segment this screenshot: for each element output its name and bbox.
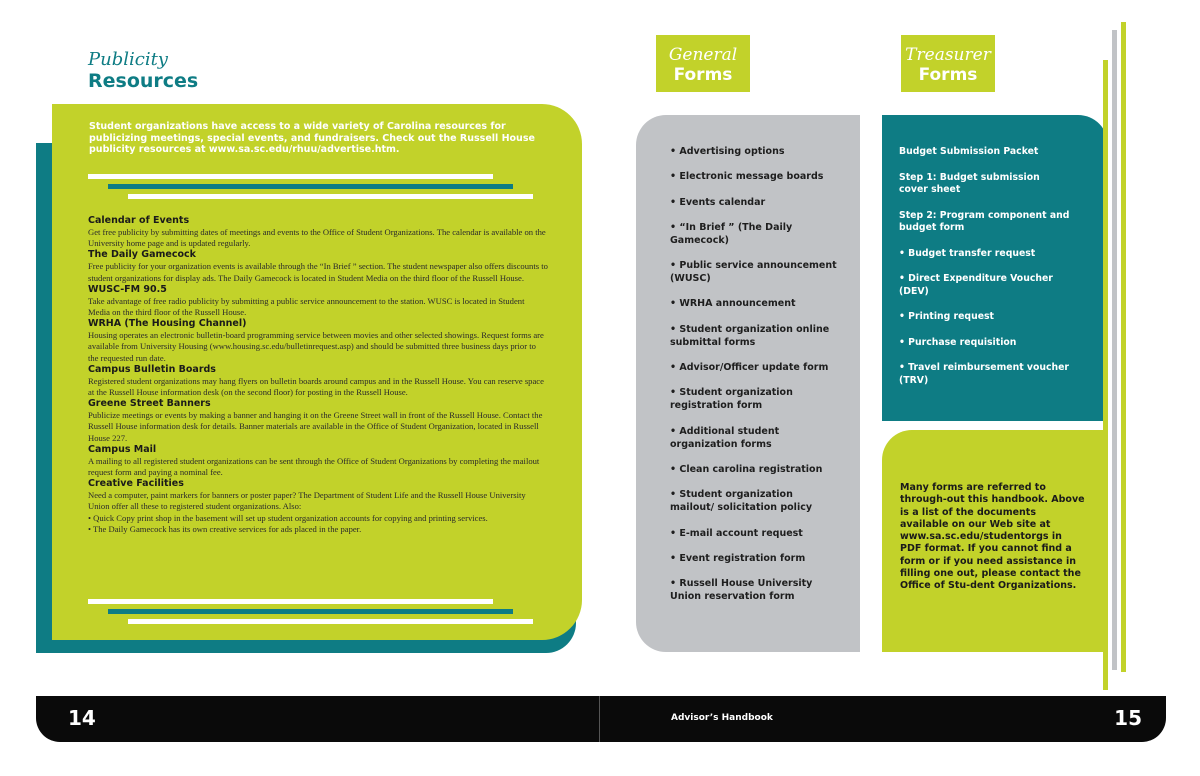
page-number-left: 14: [68, 706, 96, 730]
title-line-1: Publicity: [88, 49, 168, 70]
list-item: • Direct Expenditure Voucher (DEV): [899, 273, 1053, 297]
list-item: • Printing request: [899, 311, 994, 322]
section-heading: WUSC-FM 90.5: [88, 283, 167, 295]
list-item: Step 1: Budget submission cover sheet: [899, 171, 1040, 195]
list-item: • Travel reimbursement voucher (TRV): [899, 362, 1069, 386]
section-heading: WRHA (The Housing Channel): [88, 318, 247, 330]
header-line-1: Treasurer: [905, 45, 991, 65]
section-heading: Calendar of Events: [88, 215, 190, 226]
section-text: Take advantage of free radio publicity by submitting a public service announcement to the station. WUSC is located in Student Media on the third floor of the Russell House.: [88, 295, 525, 318]
list-item: • E-mail account request: [670, 527, 803, 539]
footer-title: Advisor’s Handbook: [671, 713, 773, 723]
treasurer-forms-list: [899, 146, 1071, 400]
list-item: • Event registration form: [670, 552, 806, 564]
decorative-vertical-bar: [1121, 22, 1126, 672]
section-text: Publicize meetings or events by making a banner and hanging it on the Greene Street wall in front of the Russell House. Contact the Russell House information desk for details. Banner materials are available in the Office of Student Organization, located in Russell House 227.: [88, 410, 543, 443]
decorative-stripe: [88, 599, 493, 604]
list-item: • Advertising options: [670, 146, 785, 157]
decorative-stripe: [108, 609, 513, 614]
general-forms-header: [656, 35, 750, 92]
list-item: • Student organization online submittal forms: [670, 323, 830, 348]
page-number-right: 15: [1114, 706, 1142, 730]
title-line-2: Resources: [88, 70, 199, 92]
decorative-vertical-bar: [1103, 60, 1108, 690]
section-heading: Campus Bulletin Boards: [88, 363, 216, 375]
section-text: Housing operates an electronic bulletin-board programming service between movies and other selected showings. Request forms are available from University Housing (www.housing.sc.edu/bulletinrequest.asp) and should be submitted three business days prior to the requested run date.: [88, 330, 544, 363]
decorative-vertical-bar: [1112, 30, 1117, 670]
header-line-2: Forms: [918, 65, 978, 85]
bullet-item: • Quick Copy print shop in the basement will set up student organization accounts for copying and printing services.: [88, 512, 488, 523]
decorative-stripe: [128, 619, 533, 624]
spine-divider: [599, 696, 600, 742]
list-item: • Student organization registration form: [670, 387, 793, 412]
publicity-resources-title: [88, 50, 198, 92]
section-heading: Campus Mail: [88, 443, 157, 455]
list-item: • WRHA announcement: [670, 298, 796, 310]
forms-note: Many forms are referred to through-out this handbook. Above is a list of the documents available on our Web site at www.sa.sc.edu/studentorgs in PDF format. If you cannot find a form or if you need assistance in filling one out, please contact the Office of Stu-dent Organizations.: [900, 482, 1085, 592]
section-heading: Creative Facilities: [88, 478, 184, 490]
list-item: • Electronic message boards: [670, 171, 824, 183]
list-item: • Events calendar: [670, 196, 766, 208]
list-item: • Public service announcement (WUSC): [670, 260, 837, 285]
bullet-item: • The Daily Gamecock has its own creative services for ads placed in the paper.: [88, 523, 362, 534]
section-text: Get free publicity by submitting dates of meetings and events to the Office of Student Organizations. The calendar is available on the University home page and is updated regularly.: [88, 227, 546, 249]
header-line-2: Forms: [673, 65, 733, 85]
list-item: • Clean carolina registration: [670, 463, 823, 475]
list-item: • Advisor/Officer update form: [670, 362, 829, 374]
section-heading: Greene Street Banners: [88, 398, 211, 410]
page-footer: [36, 696, 1166, 742]
decorative-stripe: [108, 184, 513, 189]
section-text: A mailing to all registered student organizations can be sent through the Office of Student Organizations by completing the mailout request form and paying a nominal fee.: [88, 455, 540, 478]
list-item: Step 2: Program component and budget form: [899, 209, 1070, 233]
treasurer-forms-header: [901, 35, 995, 92]
header-line-1: General: [668, 45, 738, 65]
section-text: Free publicity for your organization events is available through the “In Brief ” section. The student newspaper also offers discounts to student organizations for display ads. The Daily Gamecock is located in Student Media on the third floor of the Russell House.: [88, 261, 548, 283]
publicity-body: [88, 215, 548, 535]
list-item: • Student organization mailout/ solicitation policy: [670, 489, 813, 514]
list-item: • Budget transfer request: [899, 247, 1036, 259]
decorative-stripe: [88, 174, 493, 179]
list-item: • Russell House University Union reservation form: [670, 578, 813, 603]
publicity-intro: Student organizations have access to a wide variety of Carolina resources for publicizing meetings, special events, and fundraisers. Check out the Russell House publicity resources at www.sa.sc.edu/rhuu/advertise.htm.: [89, 121, 535, 155]
list-item: • Additional student organization forms: [670, 425, 780, 450]
list-item: Budget Submission Packet: [899, 146, 1039, 157]
section-heading: The Daily Gamecock: [88, 249, 196, 261]
general-forms-list: [670, 145, 840, 615]
section-text: Need a computer, paint markers for banners or poster paper? The Department of Student Life and the Russell House University Union offer all these to registered student organizations. Also:: [88, 490, 526, 512]
list-item: • “In Brief ” (The Daily Gamecock): [670, 221, 793, 246]
section-text: Registered student organizations may hang flyers on bulletin boards around campus and in the Russell House. You can reserve space at the Russell House information desk (on the second floor) for posting in the Russell House.: [88, 375, 544, 398]
decorative-stripe: [128, 194, 533, 199]
list-item: • Purchase requisition: [899, 336, 1017, 348]
